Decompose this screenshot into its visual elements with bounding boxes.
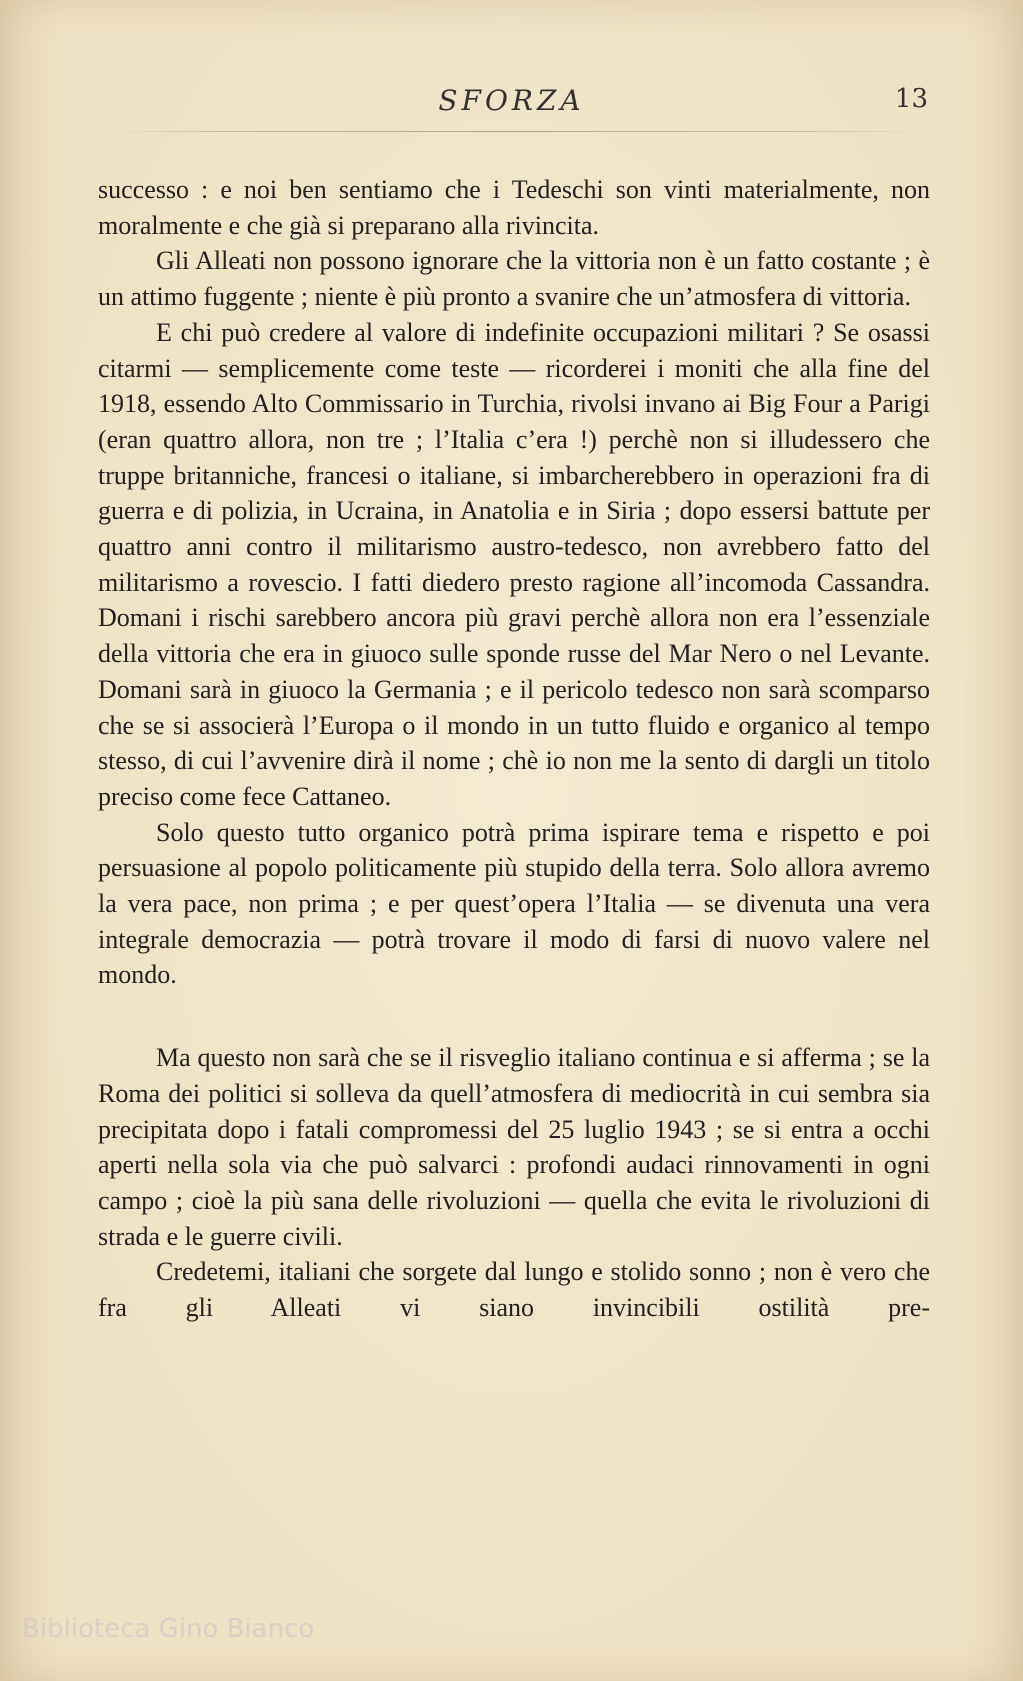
paragraph-3: E chi può credere al valore di indefinite occupazioni militari ? Se osassi citarmi — semplicemente come teste — ricorderei i moniti che alla fine del 1918, essendo Alto Commissario in Turchia, rivolsi invano ai Big Four a Parigi (eran quattro allora, non tre ; l’Italia c’era !) perchè non si illudessero che truppe britanniche, francesi o italiane, si imbarcherebbero in operazioni fra di guerra e di polizia, in Ucraina, in Anatolia e in Siria ; dopo essersi battute per quattro anni contro il militarismo austro-tedesco, non avrebbero fatto del militarismo a rovescio. I fatti diedero presto ragione all’incomoda Cassandra. Domani i rischi sarebbero ancora più gravi perchè allora non era l’essenziale della vittoria che era in giuoco sulle sponde russe del Mar Nero o nel Levante. Domani sarà in giuoco la Germania ; e il pericolo tedesco non sarà scomparso che se si associerà l’Europa o il mondo in un tutto fluido e organico al tempo stesso, di cui l’avvenire dirà il nome ; chè io non me la sento di dargli un titolo preciso come fece Cattaneo.	[98, 317, 930, 811]
header-rule	[110, 131, 930, 132]
section-break	[98, 993, 930, 1040]
paragraph-5: Ma questo non sarà che se il risveglio italiano continua e si afferma ; se la Roma dei politici si solleva da quell’atmosfera di mediocrità in cui sembra sia precipitata dopo i fatali compromessi del 25 luglio 1943 ; se si entra a occhi aperti nella sola via che può salvarci : profondi audaci rinnovamenti in ogni campo ; cioè la più sana delle rivoluzioni — quella che evita le rivoluzioni di strada e le guerre civili.	[98, 1043, 930, 1251]
paragraph-4: Solo questo tutto organico potrà prima ispirare tema e rispetto e poi persuasione al popolo politicamente più stupido della terra. Solo allora avremo la vera pace, non prima ; e per quest’opera l’Italia — se divenuta una vera integrale democrazia — potrà trovare il modo di farsi di nuovo valere nel mondo.	[98, 817, 930, 990]
running-title: SFORZA	[438, 84, 585, 117]
running-head	[0, 84, 1023, 120]
paragraph-2: Gli Alleati non possono ignorare che la vittoria non è un fatto costante ; è un attimo fuggente ; niente è più pronto a svanire che un’atmosfera di vittoria.	[98, 246, 930, 312]
paragraph-6: Credetemi, italiani che sorgete dal lungo e stolido sonno ; non è vero che fra gli Alleati vi siano invincibili ostilità pre-	[98, 1257, 930, 1323]
paragraph-1: successo : e noi ben sentiamo che i Tedeschi son vinti materialmente, non moralmente e che già si preparano alla rivincita.	[98, 175, 930, 240]
library-watermark: Biblioteca Gino Bianco	[22, 1614, 315, 1644]
body-text	[98, 172, 930, 1326]
page-number: 13	[894, 84, 928, 114]
